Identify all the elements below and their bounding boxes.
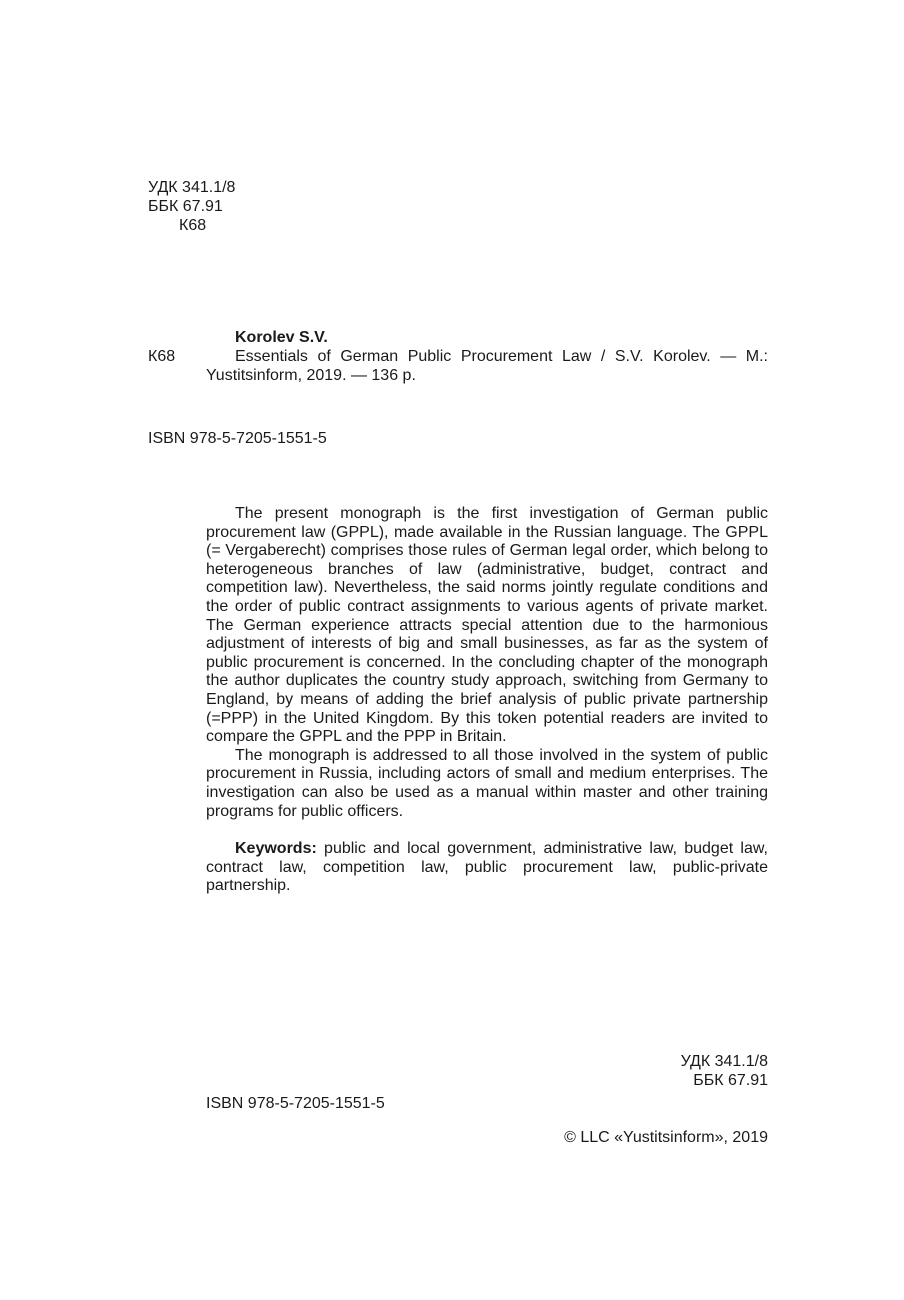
- udk-code-bottom: УДК 341.1/8: [680, 1053, 768, 1070]
- keywords-text: public and local government, administrative law, budget law, contract law, competition law, public procurement law, public-private partnership.: [206, 840, 768, 895]
- bbk-code: ББК 67.91: [148, 198, 223, 215]
- abstract: [206, 505, 768, 896]
- cutter-mark: К68: [148, 348, 176, 365]
- keywords-label: Keywords:: [235, 840, 317, 858]
- bottom-classification-block: [681, 1052, 768, 1090]
- keywords-paragraph: [206, 840, 768, 896]
- abstract-paragraph-2: The monograph is addressed to all those involved in the system of public procurement in Russia, including actors of small and medium enterprises. The investigation can also be used as a manual within master and other training programs for public officers.: [206, 746, 768, 820]
- bibliographic-description: Essentials of German Public Procurement Law / S.V. Korolev. — M.: Yustitsinform, 2019. — 136 p.: [206, 348, 768, 384]
- isbn-bottom: ISBN 978-5-7205-1551-5: [206, 1095, 385, 1112]
- isbn-top: ISBN 978-5-7205-1551-5: [148, 430, 327, 447]
- author-name: Korolev S.V.: [235, 329, 328, 346]
- top-classification-block: [148, 178, 235, 235]
- cutter-code: К68: [179, 217, 207, 234]
- udk-code: УДК 341.1/8: [148, 179, 236, 196]
- abstract-paragraph-1: The present monograph is the first investigation of German public procurement law (GPPL), made available in the Russian language. The GPPL (= Vergaberecht) comprises those rules of German legal order, which belong to heterogeneous branches of law (administrative, budget, contract and competition law). Nevertheless, the said norms jointly regulate conditions and the order of public contract assignments to various agents of private market. The German experience attracts special attention due to the harmonious adjustment of interests of big and small businesses, as far as the system of public procurement is concerned. In the concluding chapter of the monograph the author duplicates the country study approach, switching from Germany to England, by means of adding the brief analysis of public private partnership (=PPP) in the United Kingdom. By this token potential readers are invited to compare the GPPL and the PPP in Britain.: [206, 505, 768, 746]
- copyright-notice: © LLC «Yustitsinform», 2019: [564, 1129, 768, 1146]
- bbk-code-bottom: ББК 67.91: [693, 1072, 768, 1089]
